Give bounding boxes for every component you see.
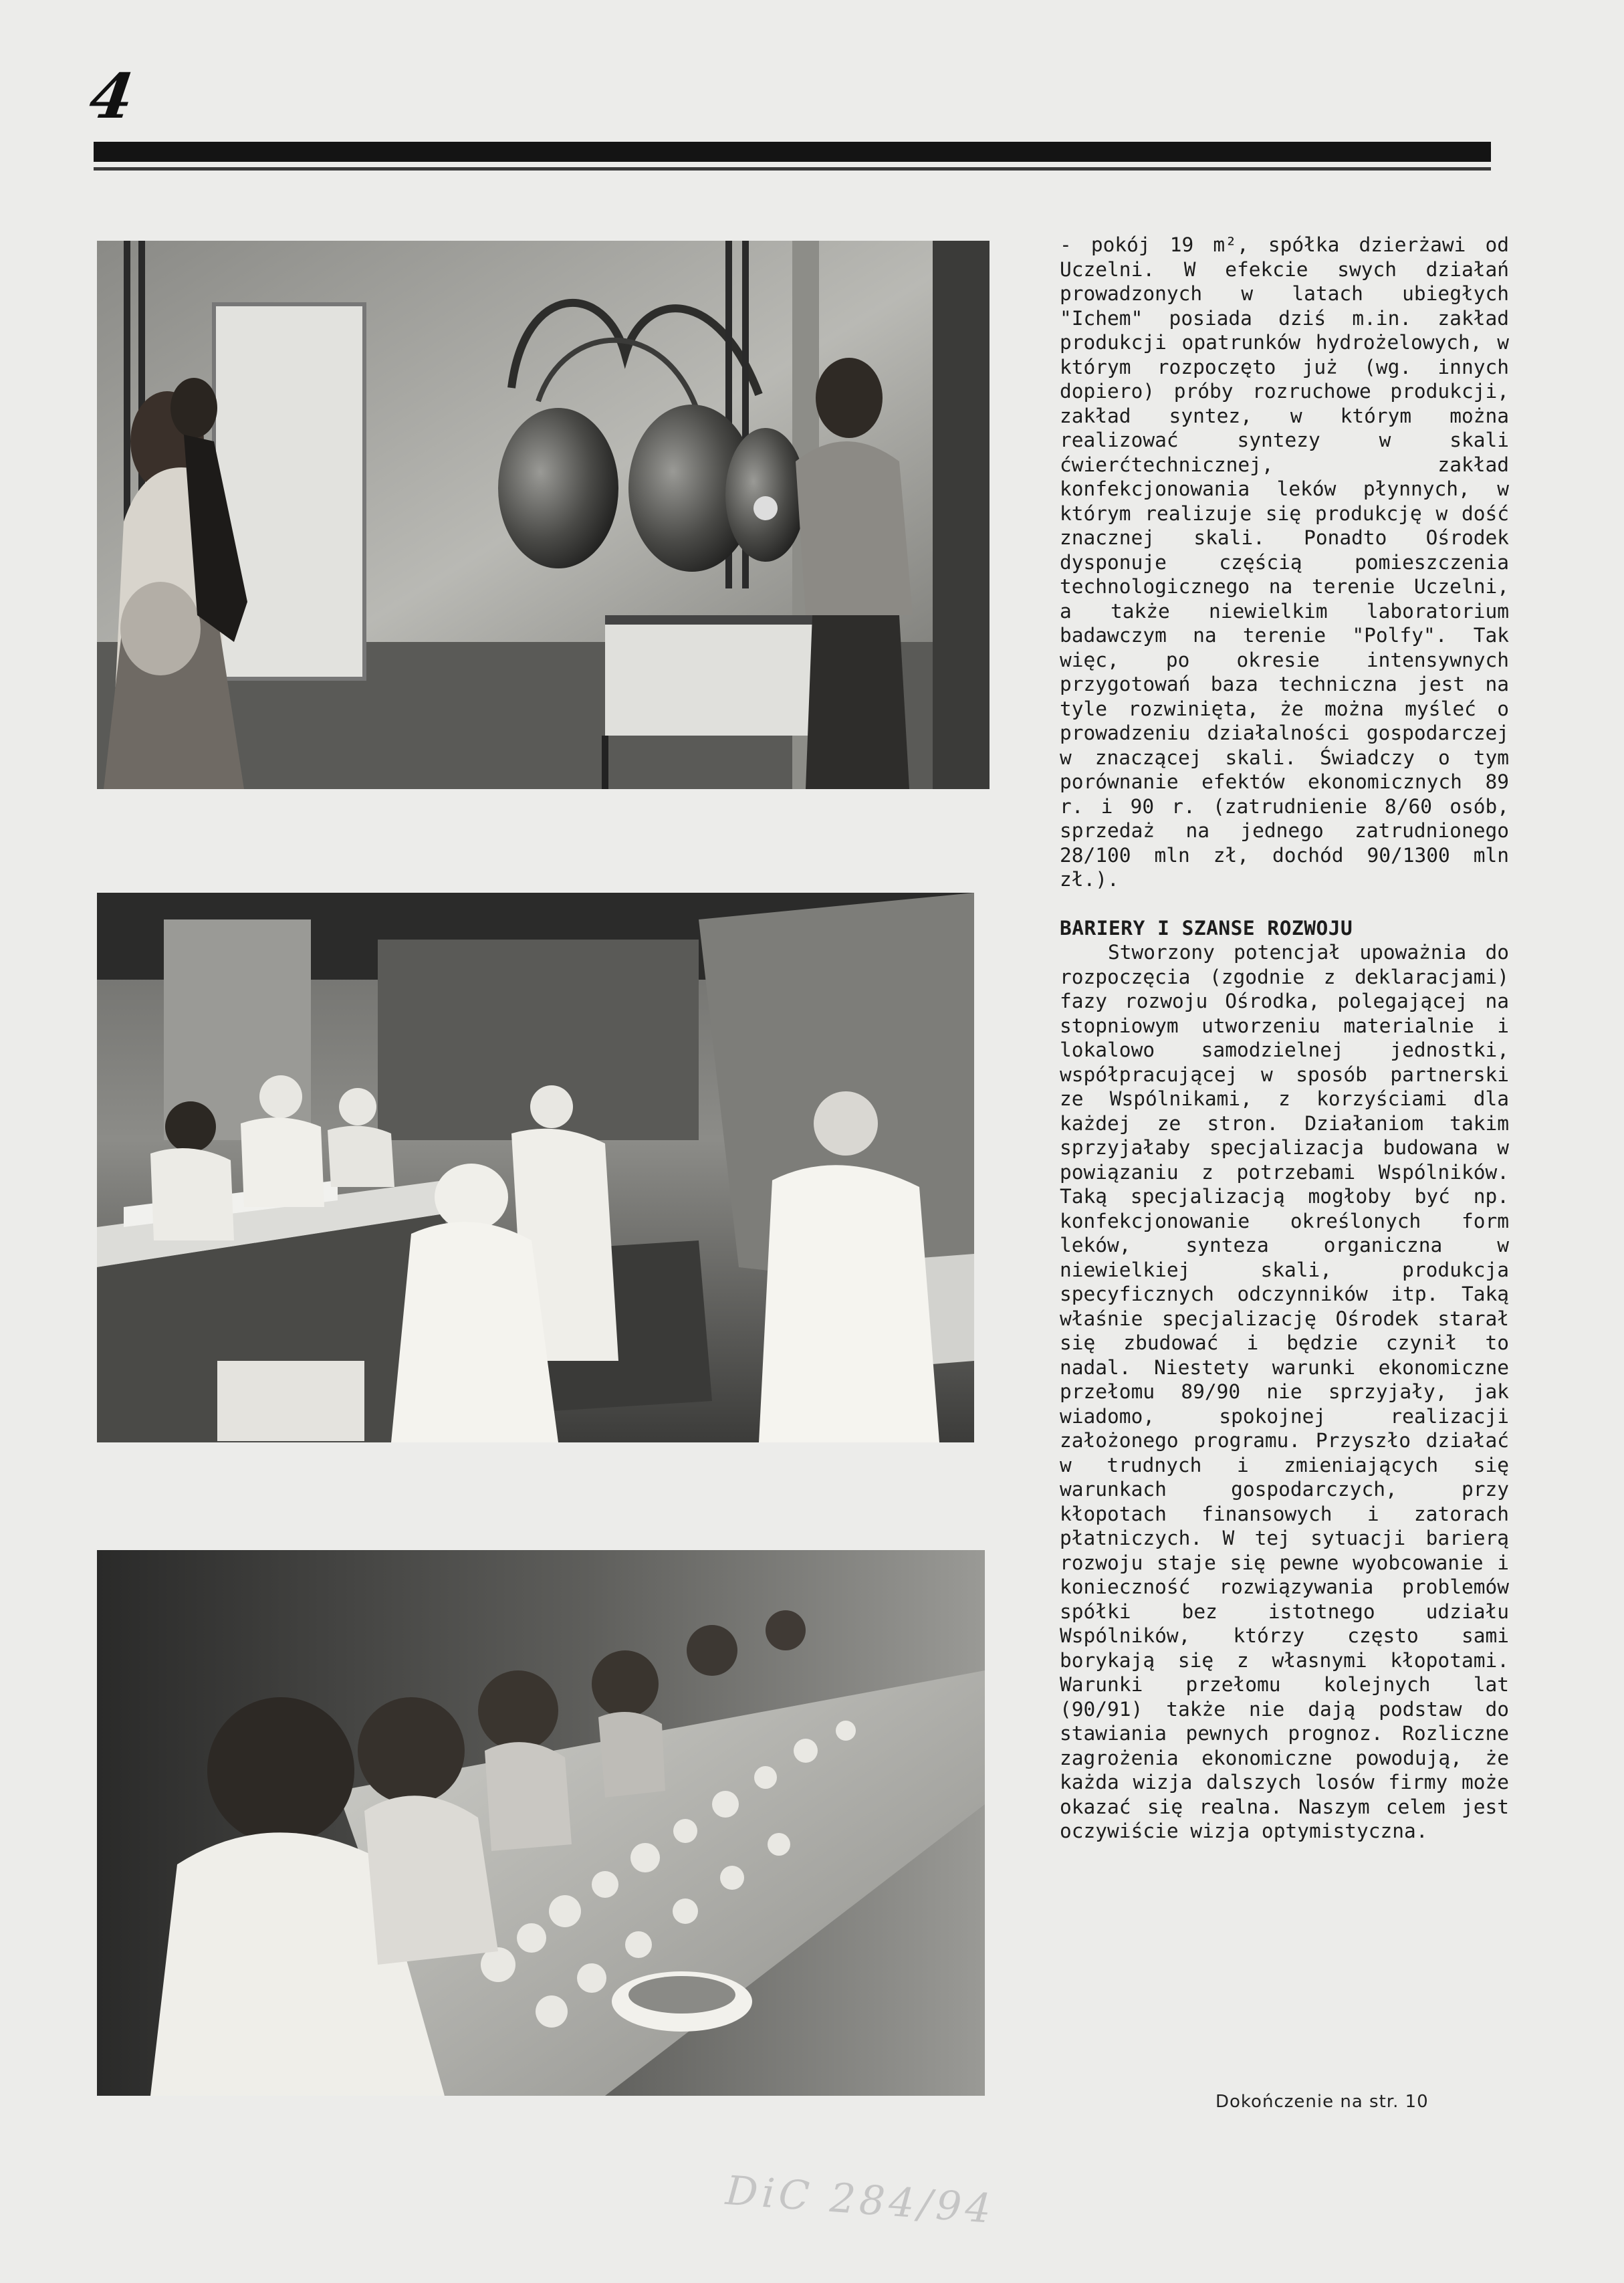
sorting-photo-image xyxy=(97,1550,985,2096)
continuation-note: Dokończenie na str. 10 xyxy=(1215,2092,1429,2112)
lab-photo-image xyxy=(97,241,990,789)
pencil-archive-mark: DiC 284/94 xyxy=(724,2167,997,2233)
article-column xyxy=(1060,233,1509,1844)
article-paragraph-barriers: Stworzony potencjał upoważnia do rozpoczęcia (zgodnie z deklaracjami) fazy rozwoju Ośrodka, polegającej na stopniowym utworzeniu materialnie i lokalowo samodzielnej jednostki, współpracującej w sposób partnerski ze Wspólnikami, z korzyściami dla każdej ze stron. Działaniom takim sprzyjałaby specjalizacja budowana w powiązaniu z potrzebami Wspólników. Taką specjalizacją mogłoby być np. konfekcjonowanie określonych form leków, synteza organiczna w niewielkiej skali, produkcja specyficznych odczynników itp. Taką właśnie specjalizację Ośrodek starał się zbudować i będzie czynił to nadal. Niestety warunki ekonomiczne przełomu 89/90 nie sprzyjały, jak wiadomo, spokojnej realizacji założonego programu. Przyszło działać w trudnych i zmieniających się warunkach gospodarczych, przy kłopotach finansowych i zatorach płatniczych. W tej sytuacji barierą rozwoju staje się pewne wyobcowanie i konieczność rozwiązywania problemów spółki bez istotnego udziału Wspólników, którzy często sami borykają się z własnymi kłopotami. Warunki przełomu kolejnych lat (90/91) także nie dają podstaw do stawiania pewnych prognoz. Rozliczne zagrożenia ekonomiczne powodują, że każda wizja dalszych losów firmy może okazać się realna. Naszym celem jest oczywiście wizja optymistyczna. xyxy=(1060,941,1509,1842)
lab-apparatus-photo xyxy=(97,241,990,789)
article-paragraph-intro: - pokój 19 m², spółka dzierżawi od Uczelni. W efekcie swych działań prowadzonych w latach ubiegłych "Ichem" posiada dziś m.in. zakład produkcji opatrunków hydrożelowych, w którym rozpoczęto już (wg. innych dopiero) próby rozruchowe produkcji, zakład syntez, w którym można realizować syntezy w skali ćwierćtechnicznej, zakład konfekcjonowania leków płynnych, w którym realizuje się produkcję w dość znacznej skali. Ponadto Ośrodek dysponuje częścią pomieszczenia technologicznego na terenie Uczelni, a także niewielkim laboratorium badawczym na terenie "Polfy". Tak więc, po okresie intensywnych przygotowań baza techniczna jest na tyle rozwinięta, że można myśleć o prowadzeniu działalności gospodarczej w znaczącej skali. Świadczy o tym porównanie efektów ekonomicznych 89 r. i 90 r. (zatrudnienie 8/60 osób, sprzedaż na jednego zatrudnionego 28/100 mln zł, dochód 90/1300 mln zł.). xyxy=(1060,233,1509,891)
header-rule-thick xyxy=(94,142,1491,162)
sorting-table-photo xyxy=(97,1550,985,2096)
page-number: 4 xyxy=(85,60,138,132)
section-heading: BARIERY I SZANSE ROZWOJU xyxy=(1060,916,1353,940)
header-rule-thin xyxy=(94,167,1491,171)
packing-photo-image xyxy=(97,893,974,1442)
packing-room-photo xyxy=(97,893,974,1442)
